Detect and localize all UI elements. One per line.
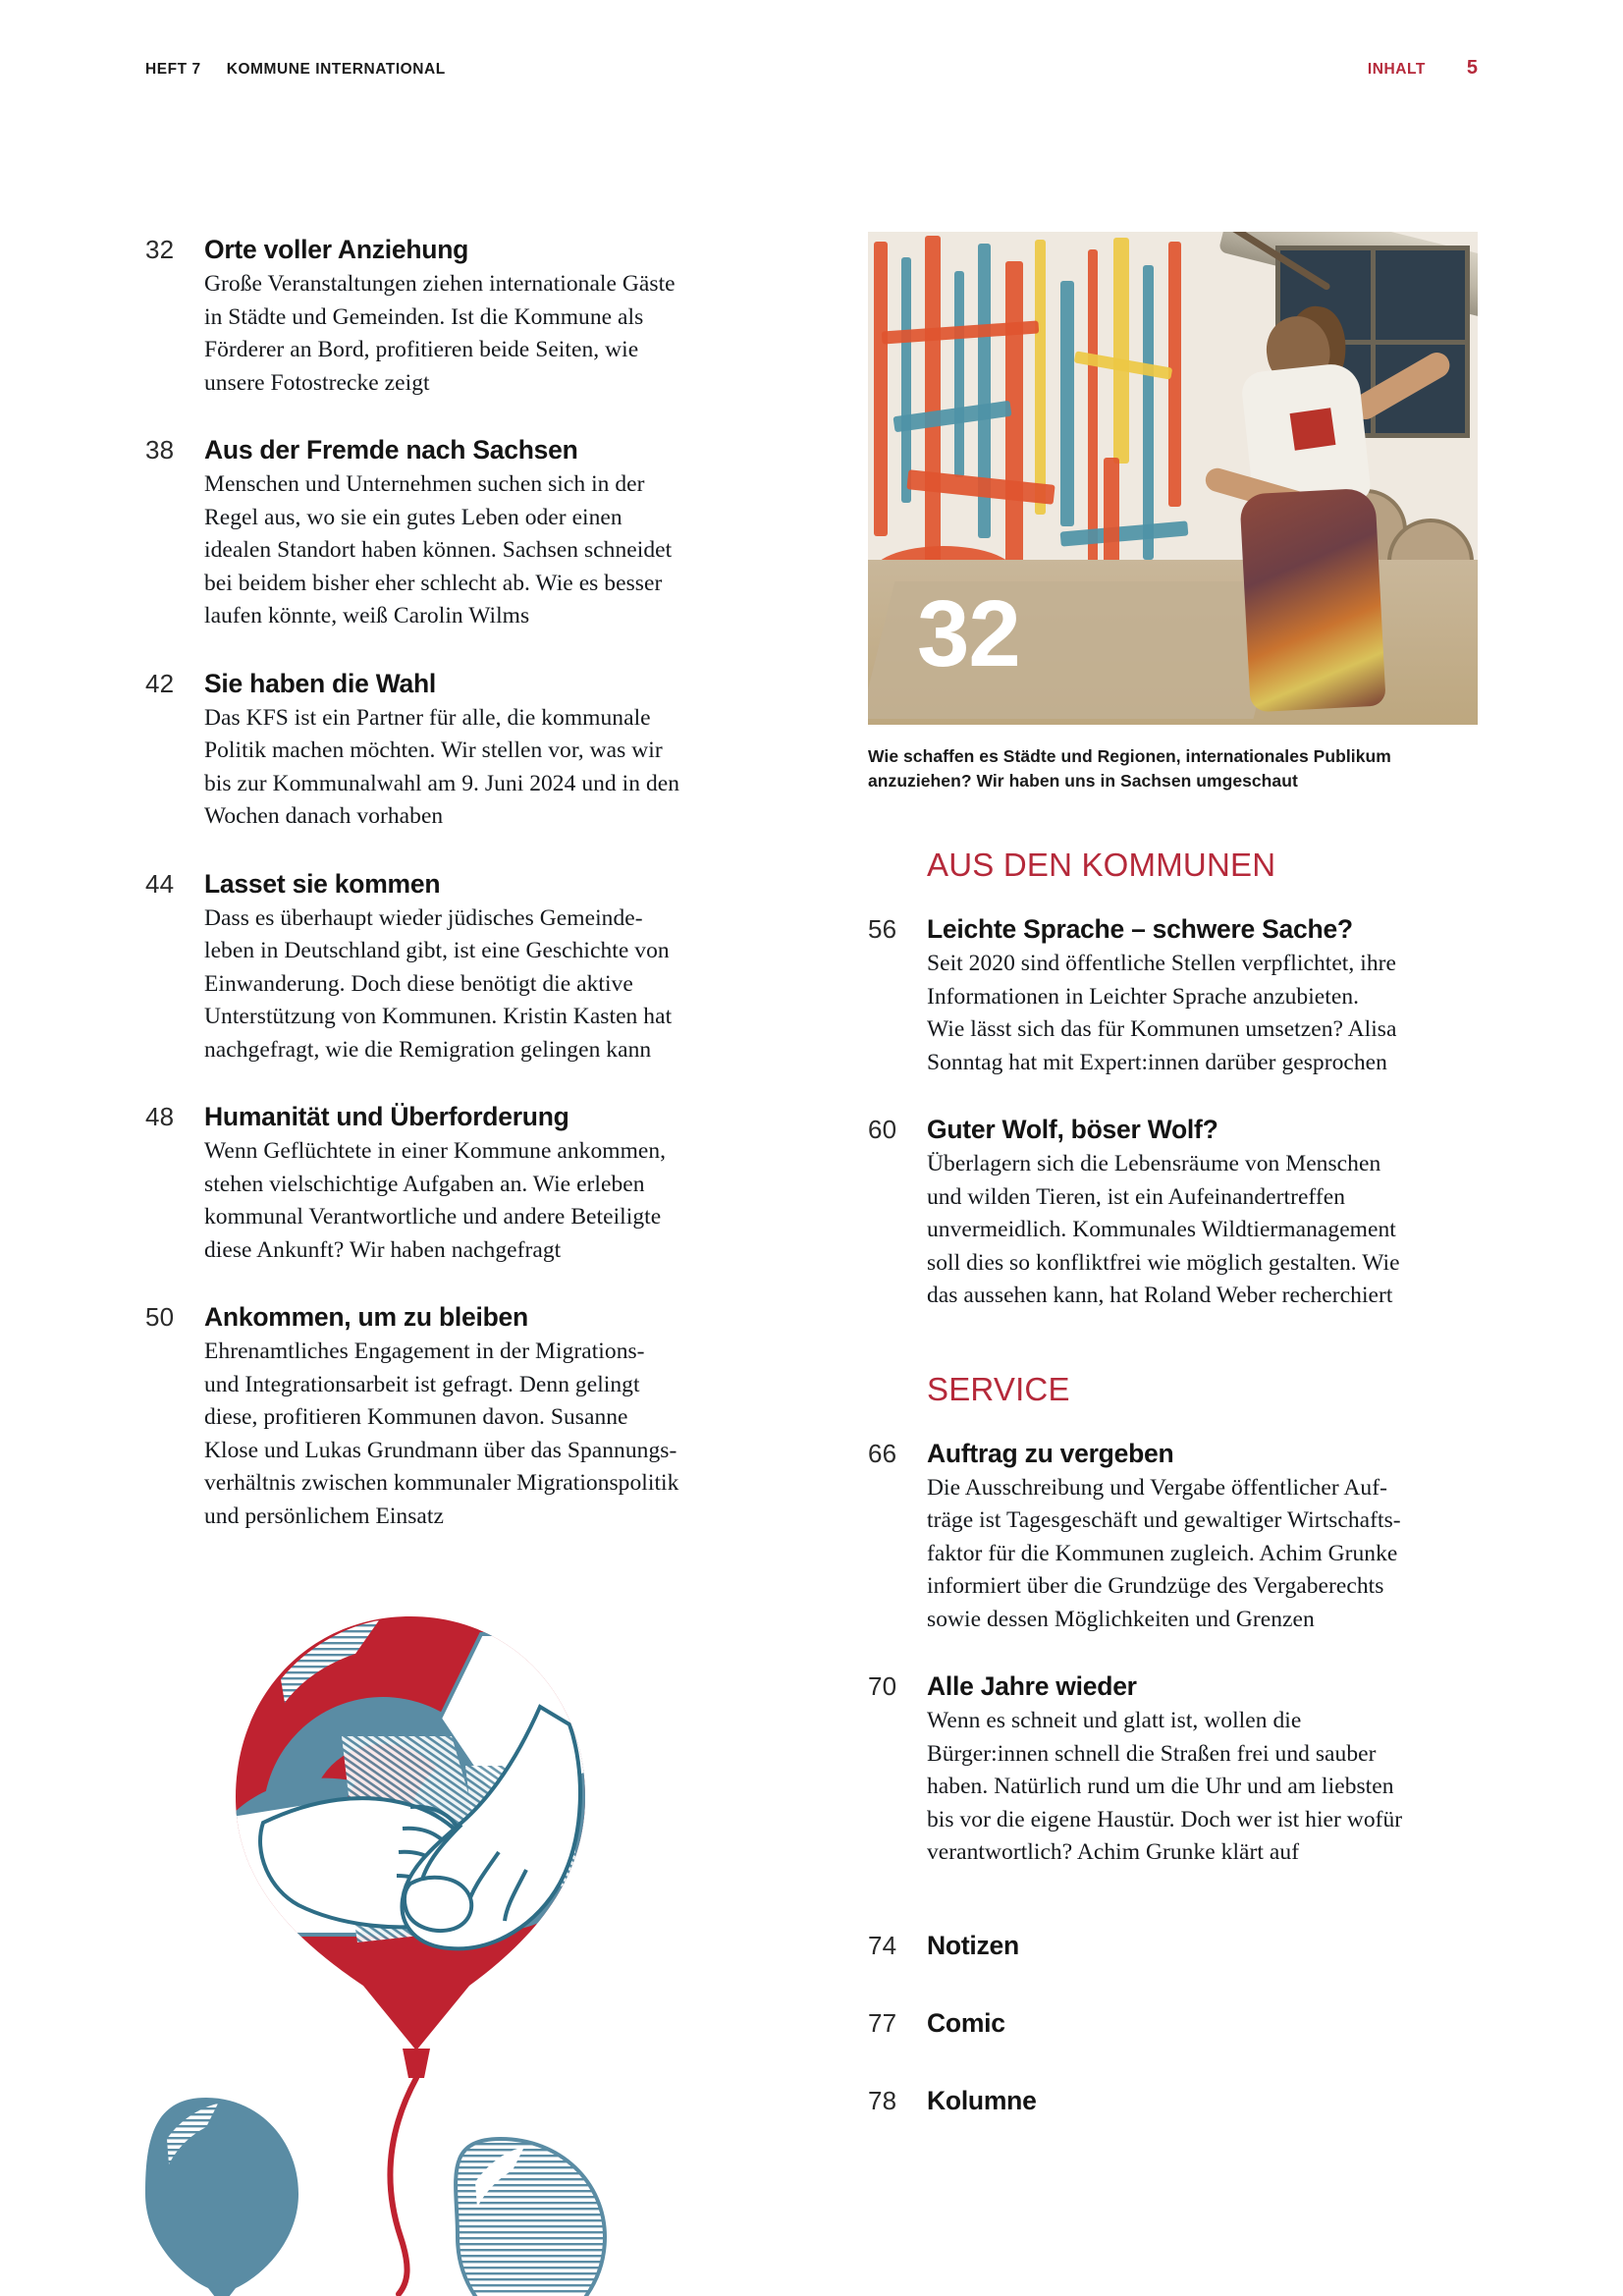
toc-entry-body <box>927 1668 1478 1870</box>
mural-stroke <box>1088 249 1098 564</box>
toc-entry[interactable] <box>145 866 734 1067</box>
toc-entry-title: Alle Jahre wieder <box>927 1671 1137 1701</box>
feature-photo-block <box>868 232 1478 793</box>
desc-line: Wochen danach vorhaben <box>204 803 444 829</box>
desc-line: verantwortlich? Achim Grunke klärt auf <box>927 1839 1300 1865</box>
mural-stroke <box>954 271 964 477</box>
desc-line: Seit 2020 sind öffentliche Stellen verpflichtet, ihre <box>927 951 1396 976</box>
running-head <box>145 57 1478 79</box>
toc-entry-body <box>204 666 734 834</box>
red-balloon-knot-and-string <box>390 2049 430 2294</box>
toc-entry-body <box>927 1436 1478 1637</box>
photo-caption <box>868 744 1478 793</box>
toc-entry[interactable] <box>868 1436 1478 1637</box>
toc-entry-page: 70 <box>868 1671 897 1701</box>
toc-entry-description <box>204 468 734 633</box>
desc-line: verhältnis zwischen kommunaler Migrationspolitik <box>204 1470 679 1496</box>
toc-entry-page: 74 <box>868 1930 897 1960</box>
toc-entry-page: 60 <box>868 1115 897 1144</box>
running-head-right <box>1368 57 1478 80</box>
desc-line: soll dies so konfliktfrei wie möglich gestalten. Wie <box>927 1249 1400 1276</box>
toc-entry-page: 38 <box>145 435 175 465</box>
toc-entry-description <box>204 1135 734 1267</box>
desc-line: Politik machen möchten. Wir stellen vor, was wir <box>204 738 663 763</box>
teal-balloon-left <box>145 2098 298 2296</box>
toc-entry-title: Guter Wolf, böser Wolf? <box>927 1115 1218 1144</box>
desc-line: unvermeidlich. Kommunales Wildtiermanagement <box>927 1217 1396 1242</box>
toc-entry[interactable] <box>868 2083 1478 2118</box>
toc-entry-page: 50 <box>145 1302 175 1332</box>
desc-line: Menschen und Unternehmen suchen sich in der <box>204 471 645 497</box>
mural-stroke <box>1035 240 1046 515</box>
toc-entry-title: Ankommen, um zu bleiben <box>204 1302 528 1332</box>
toc-entry[interactable] <box>868 911 1478 1079</box>
desc-line: bis vor die eigene Haustür. Doch wer ist hier wofür <box>927 1806 1403 1832</box>
toc-entry-title: Sie haben die Wahl <box>204 668 437 698</box>
toc-entry-page: 66 <box>868 1438 897 1468</box>
desc-line: Unterstützung von Kommunen. Kristin Kasten hat <box>204 1004 673 1029</box>
desc-line: Bürger:innen schnell die Straßen frei und sauber <box>927 1740 1377 1767</box>
toc-entry[interactable] <box>145 432 734 633</box>
desc-line: Überlagern sich die Lebensräume von Menschen <box>927 1151 1381 1176</box>
toc-entry-page: 56 <box>868 914 897 944</box>
desc-line: leben in Deutschland gibt, ist eine Geschichte von <box>204 938 670 963</box>
toc-entry-title: Kolumne <box>927 2085 1037 2115</box>
toc-entry[interactable] <box>868 1668 1478 1870</box>
running-head-left <box>145 61 446 79</box>
desc-line: diese, profitieren Kommunen davon. Susanne <box>204 1404 628 1430</box>
toc-entry[interactable] <box>145 232 734 400</box>
desc-line: laufen könnte, weiß Carolin Wilms <box>204 603 530 629</box>
desc-line: unsere Fotostrecke zeigt <box>204 369 430 396</box>
toc-entry-title: Humanität und Überforderung <box>204 1102 569 1131</box>
desc-line: Sonntag hat mit Expert:innen darüber gesprochen <box>927 1049 1387 1075</box>
toc-entry-title: Aus der Fremde nach Sachsen <box>204 435 578 465</box>
toc-entry[interactable] <box>868 1112 1478 1313</box>
desc-line: haben. Natürlich rund um die Uhr und am liebsten <box>927 1774 1394 1799</box>
toc-entry-body <box>204 432 734 633</box>
desc-line: sowie dessen Möglichkeiten und Grenzen <box>927 1606 1315 1632</box>
final-entries-spacer <box>868 1902 1478 1928</box>
desc-line: Dass es überhaupt wieder jüdisches Gemeinde- <box>204 904 643 931</box>
toc-entry-title: Leichte Sprache – schwere Sache? <box>927 914 1353 944</box>
toc-entry-body <box>204 1299 734 1533</box>
toc-entry-title: Comic <box>927 2007 1005 2038</box>
toc-entry-page: 78 <box>868 2085 897 2115</box>
desc-line: Das KFS ist ein Partner für alle, die kommunale <box>204 704 651 731</box>
desc-line: Klose und Lukas Grundmann über das Spannungs- <box>204 1437 677 1463</box>
desc-line: Große Veranstaltungen ziehen internationale Gäste <box>204 271 676 297</box>
mural-stroke <box>1143 265 1154 560</box>
toc-entry-description <box>204 902 734 1067</box>
mural-stroke <box>1060 281 1074 526</box>
mural-stroke <box>901 257 911 503</box>
desc-line: Einwanderung. Doch diese benötigt die aktive <box>204 970 633 997</box>
toc-entry-body <box>204 866 734 1067</box>
mural-stroke <box>925 236 941 570</box>
section-spacer <box>868 1345 1478 1371</box>
desc-line: Wenn Geflüchtete in einer Kommune ankommen, <box>204 1138 667 1164</box>
toc-entry[interactable] <box>145 1299 734 1533</box>
toc-entry-page: 48 <box>145 1102 175 1131</box>
desc-line: idealen Standort haben können. Sachsen schneidet <box>204 537 673 563</box>
desc-line: stehen vielschichtige Aufgaben an. Wie erleben <box>204 1171 645 1197</box>
photo-page-number: 32 <box>917 581 1020 686</box>
caption-line: anzuziehen? Wir haben uns in Sachsen umgeschaut <box>868 771 1298 791</box>
toc-entry-description <box>927 1148 1478 1313</box>
toc-entry-description <box>927 1705 1478 1870</box>
toc-entry-description <box>204 268 734 400</box>
toc-entry-body <box>204 1099 734 1267</box>
desc-line: Wie lässt sich das für Kommunen umsetzen? Alisa <box>927 1016 1397 1042</box>
toc-entry-body <box>204 232 734 400</box>
toc-entry-body <box>927 2083 1478 2118</box>
desc-line: in Städte und Gemeinden. Ist die Kommune als <box>204 303 644 330</box>
desc-line: Die Ausschreibung und Vergabe öffentlicher Auf- <box>927 1474 1387 1501</box>
desc-line: träge ist Tagesgeschäft und gewaltiger Wirtschafts- <box>927 1507 1401 1533</box>
toc-entry-title: Lasset sie kommen <box>204 868 441 899</box>
toc-entry-title: Notizen <box>927 1930 1019 1960</box>
desc-line: Förderer an Bord, profitieren beide Seiten, wie <box>204 337 639 362</box>
toc-entry[interactable] <box>868 2005 1478 2041</box>
toc-entry-title: Orte voller Anziehung <box>204 235 469 264</box>
section-label: INHALT <box>1367 61 1426 78</box>
toc-entry-description <box>204 702 734 834</box>
desc-line: und wilden Tieren, ist ein Aufeinandertreffen <box>927 1183 1346 1210</box>
section-heading-aus-den-kommunen: AUS DEN KOMMUNEN <box>927 847 1276 883</box>
desc-line: faktor für die Kommunen zugleich. Achim Grunke <box>927 1540 1398 1566</box>
desc-line: Wenn es schneit und glatt ist, wollen die <box>927 1708 1302 1733</box>
caption-line: Wie schaffen es Städte und Regionen, internationales Publikum <box>868 746 1391 766</box>
toc-entry-body <box>927 911 1478 1079</box>
mural-stroke <box>874 242 888 536</box>
toc-entry-body <box>927 1112 1478 1313</box>
toc-entry-page: 32 <box>145 235 175 264</box>
toc-entry-page: 42 <box>145 668 175 698</box>
toc-left-column <box>145 232 734 1565</box>
desc-line: das aussehen kann, hat Roland Weber recherchiert <box>927 1283 1393 1308</box>
desc-line: bei beidem bisher eher schlecht ab. Wie es besser <box>204 570 663 596</box>
toc-entry-description <box>204 1336 734 1533</box>
toc-entry-page: 77 <box>868 2007 897 2038</box>
teal-balloon-right-hatched <box>456 2139 605 2296</box>
toc-entry[interactable] <box>145 1099 734 1267</box>
desc-line: und Integrationsarbeit ist gefragt. Denn gelingt <box>204 1371 640 1397</box>
painter-figure <box>1202 295 1428 717</box>
desc-line: bis zur Kommunalwahl am 9. Juni 2024 und in den <box>204 770 680 796</box>
shirt-logo <box>1290 408 1336 450</box>
toc-entry-body <box>927 1928 1478 1963</box>
toc-entry-title: Auftrag zu vergeben <box>927 1438 1174 1468</box>
toc-entry[interactable] <box>145 666 734 834</box>
paint-splattered-pants <box>1239 488 1385 713</box>
desc-line: Regel aus, wo sie ein gutes Leben oder einen <box>204 504 622 530</box>
desc-line: Ehrenamtliches Engagement in der Migrations- <box>204 1339 645 1364</box>
publication-label: KOMMUNE INTERNATIONAL <box>226 61 446 78</box>
mural-stroke <box>1113 238 1129 464</box>
desc-line: und persönlichem Einsatz <box>204 1503 444 1529</box>
feature-photo[interactable] <box>868 232 1478 725</box>
desc-line: nachgefragt, wie die Remigration gelingen kann <box>204 1036 652 1063</box>
toc-entry-description <box>927 948 1478 1079</box>
toc-entry-body <box>927 2005 1478 2041</box>
desc-line: diese Ankunft? Wir haben nachgefragt <box>204 1236 562 1263</box>
issue-label: HEFT 7 <box>145 61 201 78</box>
toc-entry-page: 44 <box>145 868 175 899</box>
balloons-handshake-illustration <box>116 1589 705 2296</box>
page-number: 5 <box>1466 57 1478 79</box>
section-heading-service: SERVICE <box>927 1370 1070 1407</box>
toc-entry[interactable] <box>868 1928 1478 1963</box>
toc-entry-description <box>927 1472 1478 1637</box>
desc-line: kommunal Verantwortliche und andere Beteiligte <box>204 1204 662 1230</box>
desc-line: informiert über die Grundzüge des Vergaberechts <box>927 1573 1384 1599</box>
desc-line: Informationen in Leichter Sprache anzubieten. <box>927 983 1360 1010</box>
